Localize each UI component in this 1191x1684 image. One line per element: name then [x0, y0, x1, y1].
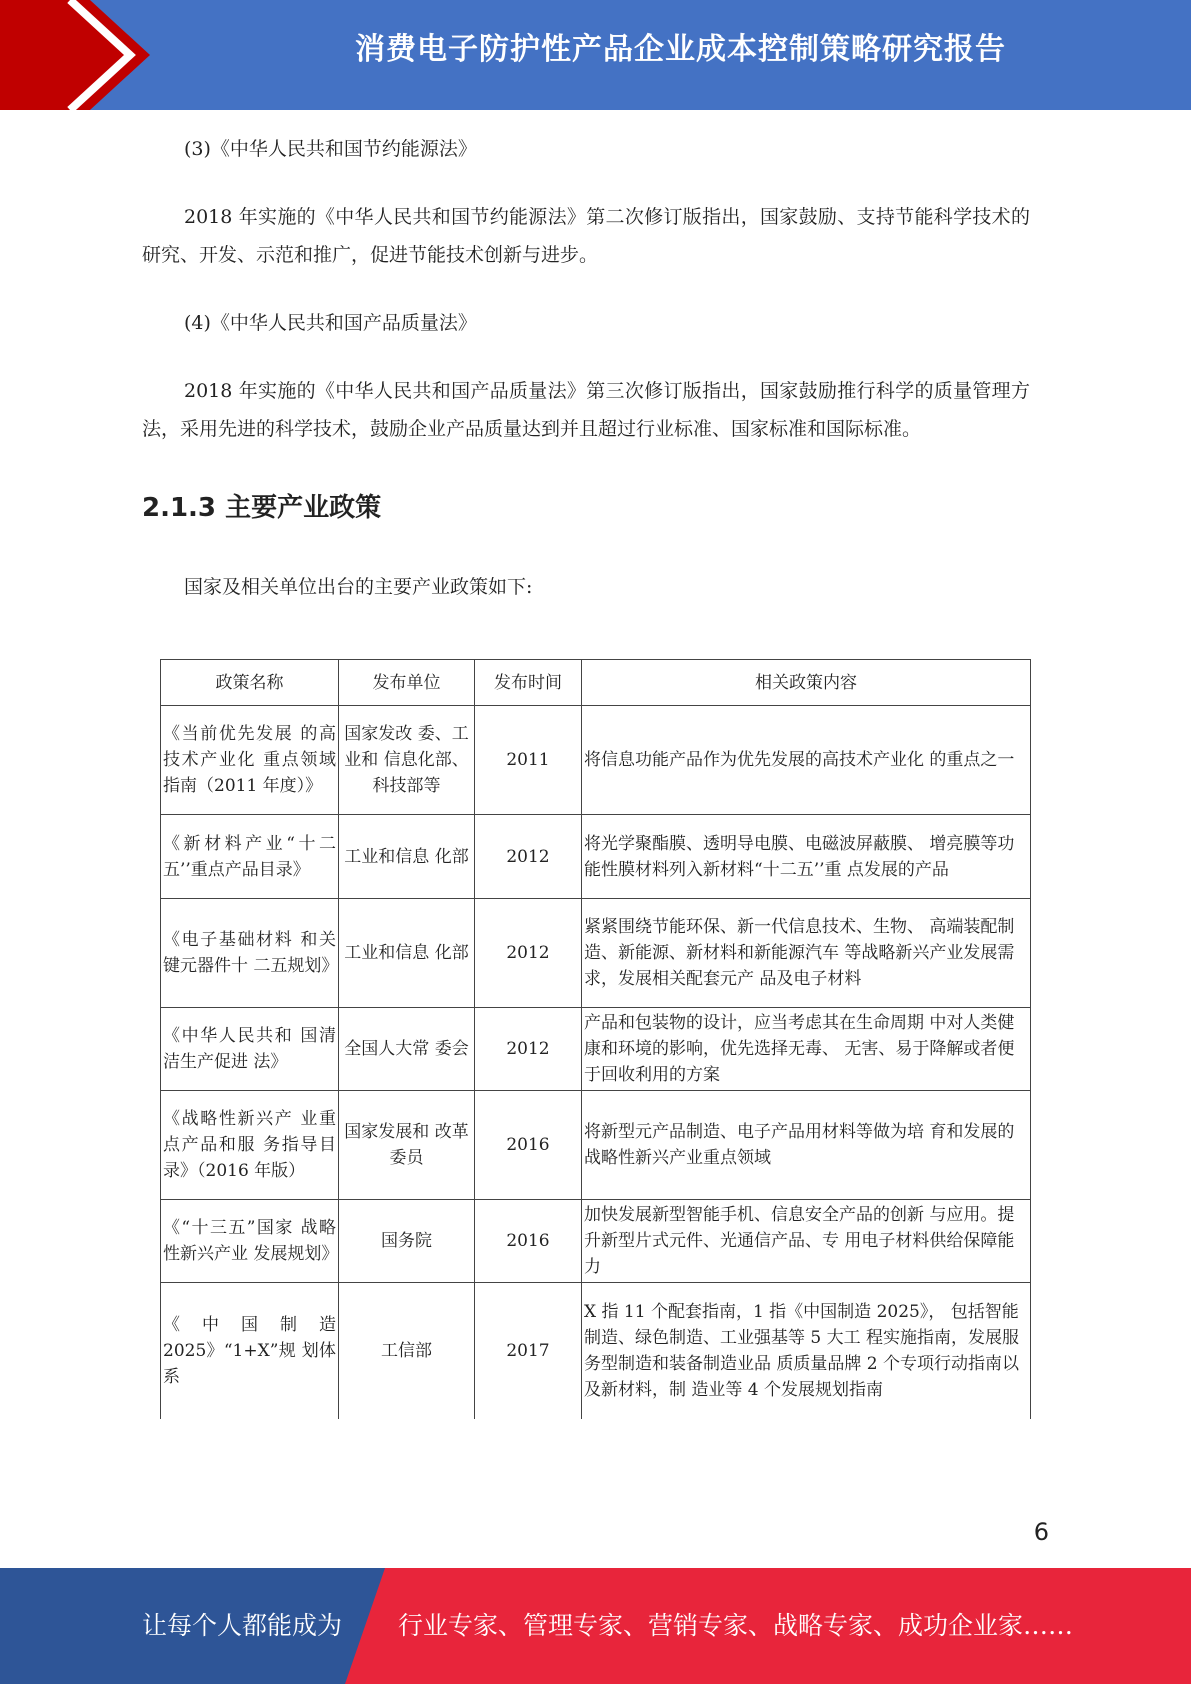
issuer-cell: 全国人大常 委会: [339, 1008, 475, 1091]
table-header-row: [161, 660, 1031, 706]
page-number: 6: [1033, 1518, 1049, 1546]
law3-paragraph: 2018 年实施的《中华人民共和国节约能源法》第二次修订版指出，国家鼓励、支持节能科学技术的研究、开发、示范和推广，促进节能技术创新与进步。: [142, 206, 1030, 266]
issuer-cell: 国务院: [339, 1200, 475, 1283]
report-title: 消费电子防护性产品企业成本控制策略研究报告: [355, 32, 1006, 67]
issuer-cell: 工业和信息 化部: [339, 815, 475, 899]
column-header: 政策名称: [161, 660, 339, 706]
policy-name-cell: 《中国制造 2025》“1+X”规 划体系: [161, 1283, 339, 1419]
content-cell: 产品和包装物的设计，应当考虑其在生命周期 中对人类健康和环境的影响，优先选择无毒、 无害、易于降解或者便于回收利用的方案: [582, 1008, 1031, 1091]
issuer-cell: 国家发展和 改革委员: [339, 1091, 475, 1200]
year-cell: 2017: [475, 1283, 582, 1419]
footer-slogan-right: 行业专家、管理专家、营销专家、战略专家、成功企业家……: [398, 1611, 1074, 1640]
column-header: 发布时间: [475, 660, 582, 706]
year-cell: 2016: [475, 1200, 582, 1283]
issuer-cell: 工信部: [339, 1283, 475, 1419]
content-cell: 将光学聚酯膜、透明导电膜、电磁波屏蔽膜、 增亮膜等功能性膜材料列入新材料“十二五’’重 点发展的产品: [582, 815, 1031, 899]
column-header: 发布单位: [339, 660, 475, 706]
law4-title: (4)《中华人民共和国产品质量法》: [184, 312, 477, 334]
policy-name-cell: 《“十三五”国家 战略性新兴产业 发展规划》: [161, 1200, 339, 1283]
year-cell: 2012: [475, 1008, 582, 1091]
table-row: [161, 706, 1031, 815]
table-row: [161, 1008, 1031, 1091]
law4-paragraph: 2018 年实施的《中华人民共和国产品质量法》第三次修订版指出，国家鼓励推行科学的质量管理方法，采用先进的科学技术，鼓励企业产品质量达到并且超过行业标准、国家标准和国际标准。: [142, 380, 1030, 440]
content-cell: 将信息功能产品作为优先发展的高技术产业化 的重点之一: [582, 706, 1031, 815]
policy-name-cell: 《当前优先发展 的高技术产业化 重点领域指南（2011 年度）》: [161, 706, 339, 815]
content-cell: 紧紧围绕节能环保、新一代信息技术、生物、 高端装配制造、新能源、新材料和新能源汽车 等战略新兴产业发展需求，发展相关配套元产 品及电子材料: [582, 899, 1031, 1008]
header-arrow-decoration: [0, 0, 150, 110]
page-content: [142, 130, 1030, 606]
section-heading: 2.1.3 主要产业政策: [142, 493, 382, 523]
year-cell: 2011: [475, 706, 582, 815]
year-cell: 2012: [475, 815, 582, 899]
table-row: [161, 1200, 1031, 1283]
policy-table: [160, 659, 1031, 1419]
table-row: [161, 815, 1031, 899]
content-cell: 加快发展新型智能手机、信息安全产品的创新 与应用。提升新型片式元件、光通信产品、专 用电子材料供给保障能力: [582, 1200, 1031, 1283]
table-row: [161, 899, 1031, 1008]
content-cell: 将新型元产品制造、电子产品用材料等做为培 育和发展的战略性新兴产业重点领域: [582, 1091, 1031, 1200]
law3-title: (3)《中华人民共和国节约能源法》: [184, 138, 477, 160]
issuer-cell: 工业和信息 化部: [339, 899, 475, 1008]
table-intro: 国家及相关单位出台的主要产业政策如下:: [184, 576, 533, 598]
year-cell: 2012: [475, 899, 582, 1008]
policy-name-cell: 《中华人民共和 国清洁生产促进 法》: [161, 1008, 339, 1091]
issuer-cell: 国家发改 委、工业和 信息化部、科技部等: [339, 706, 475, 815]
table-row: [161, 1091, 1031, 1200]
page-header: [0, 0, 1191, 110]
footer-slogan-left: 让每个人都能成为: [142, 1611, 343, 1640]
page-footer: [0, 1568, 1191, 1684]
content-cell: X 指 11 个配套指南，1 指《中国制造 2025》， 包括智能制造、绿色制造、工业强基等 5 大工 程实施指南，发展服务型制造和装备制造业品 质质量品牌 2 个专项行动指南以及新材料，制 造业等 4 个发展规划指南: [582, 1283, 1031, 1419]
column-header: 相关政策内容: [582, 660, 1031, 706]
policy-name-cell: 《新材料产业“十二五’’重点产品目录》: [161, 815, 339, 899]
year-cell: 2016: [475, 1091, 582, 1200]
policy-name-cell: 《战略性新兴产 业重点产品和服 务指导目录》（2016 年版）: [161, 1091, 339, 1200]
table-row: [161, 1283, 1031, 1419]
policy-name-cell: 《电子基础材料 和关键元器件十 二五规划》: [161, 899, 339, 1008]
